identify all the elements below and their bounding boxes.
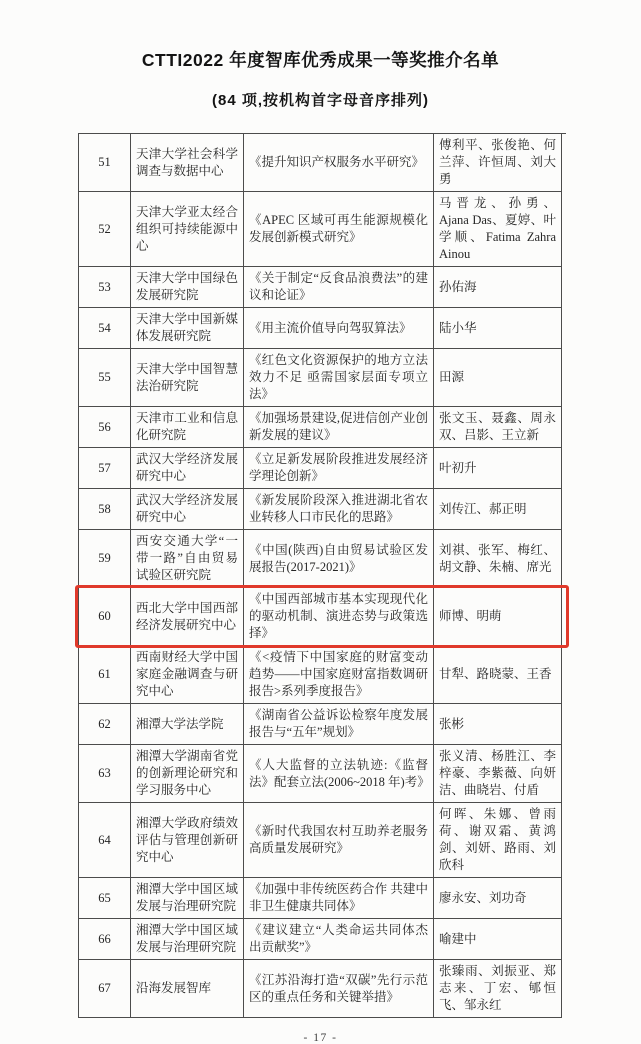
cell-serial-number: 52 <box>79 192 131 267</box>
table-row <box>79 349 566 407</box>
cell-authors: 傅利平、张俊艳、何兰萍、许恒周、刘大勇 <box>434 134 562 192</box>
cell-serial-number: 58 <box>79 489 131 530</box>
cell-authors: 何晖、朱娜、曾雨荷、谢双霜、黄鸿剑、刘妍、路雨、刘欣科 <box>434 803 562 878</box>
cell-serial-number: 51 <box>79 134 131 192</box>
cell-achievement-title: 《用主流价值导向驾驭算法》 <box>244 308 434 349</box>
cell-serial-number: 65 <box>79 878 131 919</box>
cell-achievement-title: 《APEC 区域可再生能源规模化发展创新模式研究》 <box>244 192 434 267</box>
cell-institution: 西北大学中国西部经济发展研究中心 <box>131 588 244 646</box>
table-row <box>79 704 566 745</box>
cell-institution: 湘潭大学湖南省党的创新理论研究和学习服务中心 <box>131 745 244 803</box>
cell-achievement-title: 《江苏沿海打造“双碳”先行示范区的重点任务和关键举措》 <box>244 960 434 1018</box>
cell-achievement-title: 《新时代我国农村互助养老服务高质量发展研究》 <box>244 803 434 878</box>
award-table <box>78 133 566 1018</box>
cell-institution: 天津市工业和信息化研究院 <box>131 407 244 448</box>
cell-authors: 张彬 <box>434 704 562 745</box>
table-row <box>79 407 566 448</box>
cell-achievement-title: 《提升知识产权服务水平研究》 <box>244 134 434 192</box>
cell-institution: 武汉大学经济发展研究中心 <box>131 448 244 489</box>
cell-serial-number: 56 <box>79 407 131 448</box>
cell-institution: 西安交通大学“一带一路”自由贸易试验区研究院 <box>131 530 244 588</box>
cell-serial-number: 59 <box>79 530 131 588</box>
cell-institution: 湘潭大学政府绩效评估与管理创新研究中心 <box>131 803 244 878</box>
cell-serial-number: 61 <box>79 646 131 704</box>
cell-achievement-title: 《<疫情下中国家庭的财富变动趋势——中国家庭财富指数调研报告>系列季度报告》 <box>244 646 434 704</box>
cell-authors: 张臻雨、刘振亚、郑志来、丁宏、郇恒飞、邹永红 <box>434 960 562 1018</box>
cell-serial-number: 55 <box>79 349 131 407</box>
cell-institution: 沿海发展智库 <box>131 960 244 1018</box>
cell-authors: 师博、明萌 <box>434 588 562 646</box>
table-row <box>79 134 566 192</box>
cell-institution: 天津大学中国智慧法治研究院 <box>131 349 244 407</box>
cell-authors: 马晋龙、孙勇、Ajana Das、夏婷、叶学顺、Fatima Zahra Ainou <box>434 192 562 267</box>
cell-authors: 刘传江、郝正明 <box>434 489 562 530</box>
table-row <box>79 267 566 308</box>
cell-authors: 廖永安、刘功奇 <box>434 878 562 919</box>
table-row <box>79 448 566 489</box>
page-subtitle: (84 项,按机构首字母音序排列) <box>211 92 429 109</box>
cell-serial-number: 57 <box>79 448 131 489</box>
cell-authors: 刘祺、张军、梅红、胡文静、朱楠、席光 <box>434 530 562 588</box>
table-row <box>79 489 566 530</box>
cell-achievement-title: 《加强中非传统医药合作 共建中非卫生健康共同体》 <box>244 878 434 919</box>
cell-serial-number: 62 <box>79 704 131 745</box>
cell-authors: 甘犁、路晓蒙、王香 <box>434 646 562 704</box>
cell-achievement-title: 《加强场景建设,促进信创产业创新发展的建议》 <box>244 407 434 448</box>
cell-achievement-title: 《红色文化资源保护的地方立法效力不足 亟需国家层面专项立法》 <box>244 349 434 407</box>
cell-authors: 田源 <box>434 349 562 407</box>
cell-institution: 天津大学中国新媒体发展研究院 <box>131 308 244 349</box>
cell-authors: 张义清、杨胜江、李梓豪、李紫薇、向妍洁、曲晓岩、付盾 <box>434 745 562 803</box>
cell-institution: 天津大学社会科学调查与数据中心 <box>131 134 244 192</box>
table-row <box>79 588 566 646</box>
table-row <box>79 745 566 803</box>
table-row <box>79 192 566 267</box>
cell-authors: 叶初升 <box>434 448 562 489</box>
cell-authors: 陆小华 <box>434 308 562 349</box>
cell-institution: 天津大学亚太经合组织可持续能源中心 <box>131 192 244 267</box>
table-row <box>79 960 566 1018</box>
table-row <box>79 308 566 349</box>
table-row <box>79 803 566 878</box>
cell-authors: 孙佑海 <box>434 267 562 308</box>
cell-institution: 湘潭大学法学院 <box>131 704 244 745</box>
cell-achievement-title: 《立足新发展阶段推进发展经济学理论创新》 <box>244 448 434 489</box>
page-title: CTTI2022 年度智库优秀成果一等奖推介名单 <box>141 50 500 70</box>
cell-serial-number: 64 <box>79 803 131 878</box>
cell-achievement-title: 《中国西部城市基本实现现代化的驱动机制、演进态势与政策选择》 <box>244 588 434 646</box>
page-number: - 17 - <box>303 1032 338 1044</box>
table-row <box>79 530 566 588</box>
cell-institution: 湘潭大学中国区域发展与治理研究院 <box>131 919 244 960</box>
cell-serial-number: 67 <box>79 960 131 1018</box>
table-row <box>79 878 566 919</box>
cell-institution: 武汉大学经济发展研究中心 <box>131 489 244 530</box>
cell-authors: 喻建中 <box>434 919 562 960</box>
cell-institution: 湘潭大学中国区域发展与治理研究院 <box>131 878 244 919</box>
cell-achievement-title: 《湖南省公益诉讼检察年度发展报告与“五年”规划》 <box>244 704 434 745</box>
cell-serial-number: 54 <box>79 308 131 349</box>
cell-serial-number: 60 <box>79 588 131 646</box>
cell-authors: 张文玉、聂鑫、周永双、吕影、王立新 <box>434 407 562 448</box>
cell-serial-number: 53 <box>79 267 131 308</box>
cell-achievement-title: 《中国(陕西)自由贸易试验区发展报告(2017-2021)》 <box>244 530 434 588</box>
cell-achievement-title: 《建议建立“人类命运共同体杰出贡献奖”》 <box>244 919 434 960</box>
cell-serial-number: 66 <box>79 919 131 960</box>
table-row <box>79 646 566 704</box>
cell-institution: 西南财经大学中国家庭金融调查与研究中心 <box>131 646 244 704</box>
cell-institution: 天津大学中国绿色发展研究院 <box>131 267 244 308</box>
cell-achievement-title: 《人大监督的立法轨迹:《监督法》配套立法(2006~2018 年)考》 <box>244 745 434 803</box>
cell-serial-number: 63 <box>79 745 131 803</box>
cell-achievement-title: 《新发展阶段深入推进湖北省农业转移人口市民化的思路》 <box>244 489 434 530</box>
cell-achievement-title: 《关于制定“反食品浪费法”的建议和论证》 <box>244 267 434 308</box>
table-row <box>79 919 566 960</box>
